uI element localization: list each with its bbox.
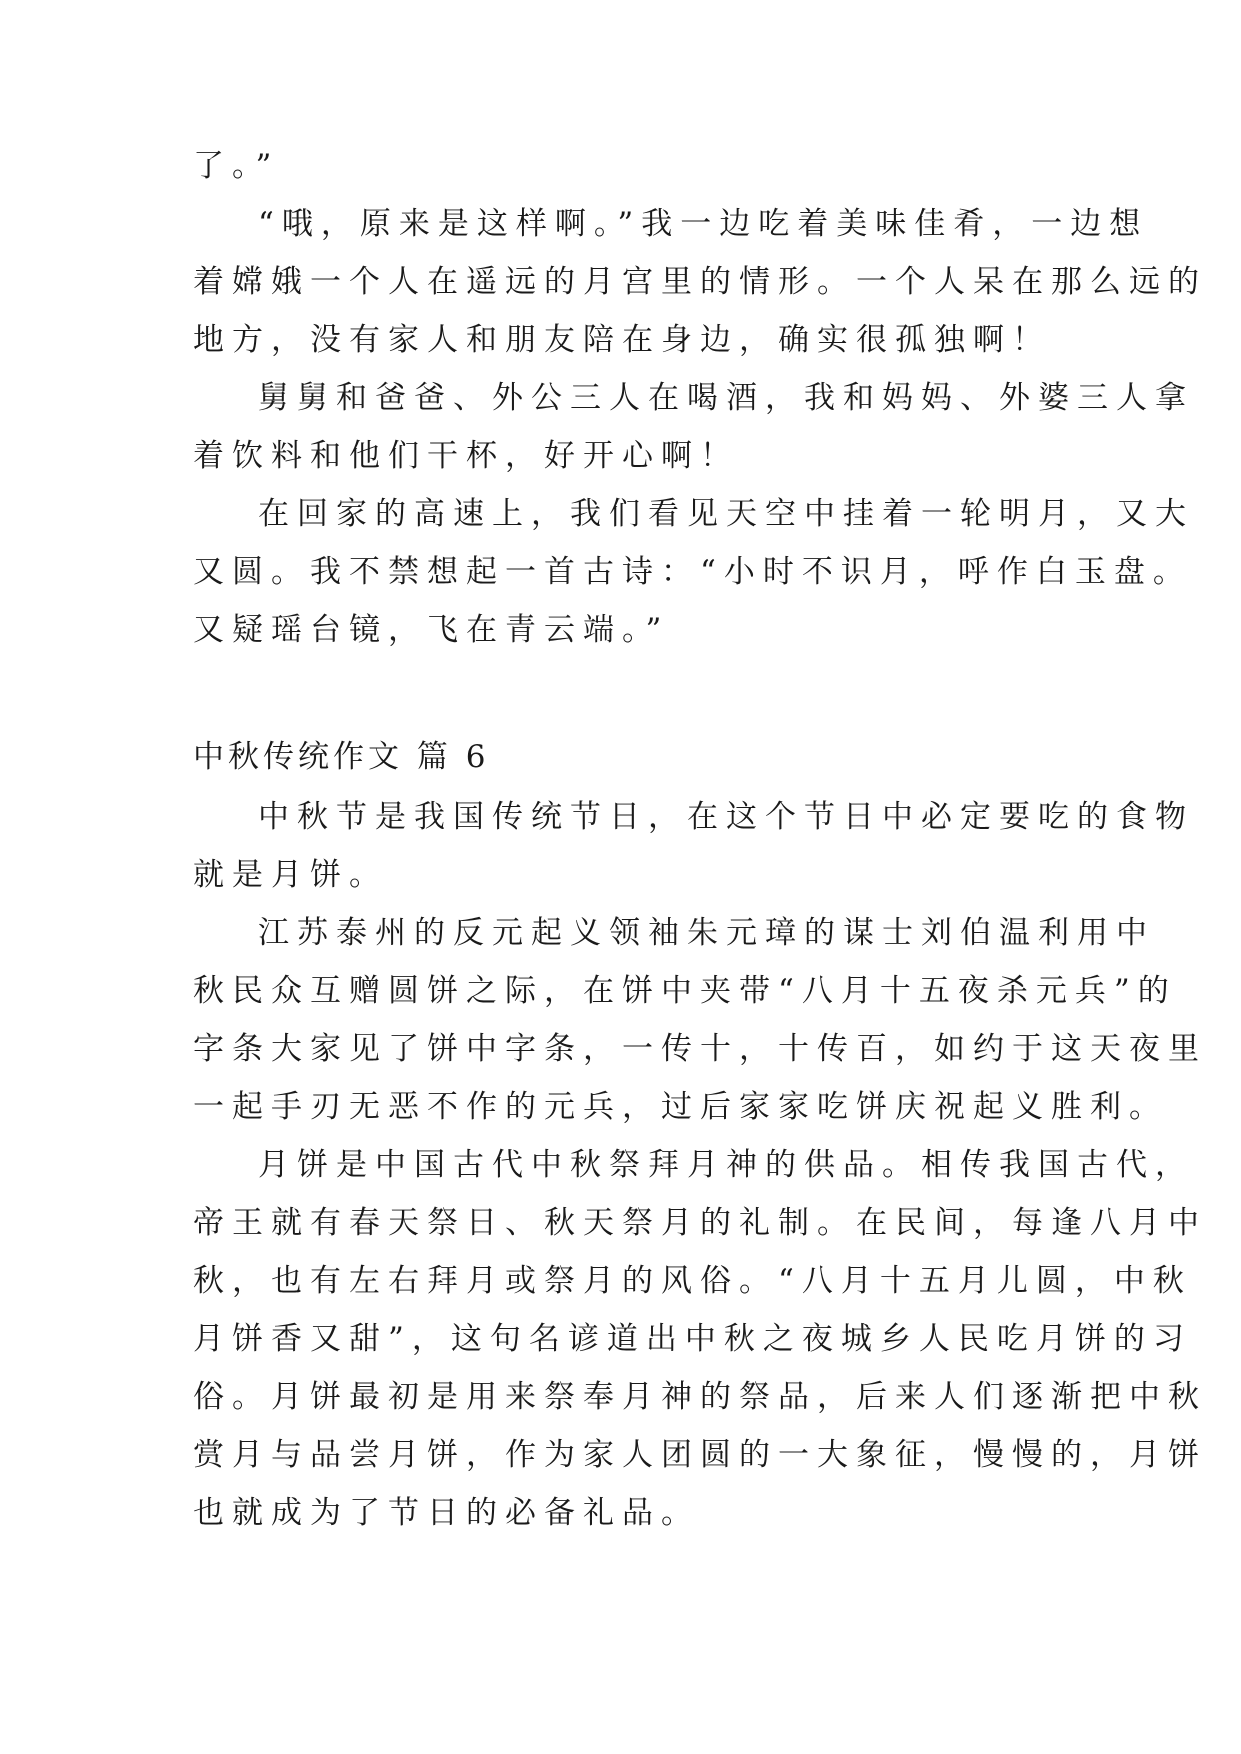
paragraph-line: 地方，没有家人和朋友陪在身边，确实很孤独啊！	[193, 322, 1051, 358]
paragraph-line: 江苏泰州的反元起义领袖朱元璋的谋士刘伯温利用中	[258, 915, 1155, 951]
paragraph-line: 就是月饼。	[193, 857, 388, 893]
paragraph-line: 也就成为了节日的必备礼品。	[193, 1495, 700, 1531]
paragraph-line: 舅舅和爸爸、外公三人在喝酒，我和妈妈、外婆三人拿	[258, 380, 1194, 416]
paragraph-line: 中秋节是我国传统节日，在这个节日中必定要吃的食物	[258, 799, 1194, 835]
paragraph-line: 了。”	[193, 148, 280, 184]
paragraph-line: 赏月与品尝月饼，作为家人团圆的一大象征，慢慢的，月饼	[193, 1437, 1207, 1473]
paragraph-line: 月饼是中国古代中秋祭拜月神的供品。相传我国古代，	[258, 1147, 1194, 1183]
paragraph-line: 字条大家见了饼中字条，一传十，十传百，如约于这天夜里	[193, 1031, 1207, 1067]
paragraph-line: 月饼香又甜”，这句名谚道出中秋之夜城乡人民吃月饼的习	[193, 1321, 1192, 1357]
paragraph-line: 一起手刃无恶不作的元兵，过后家家吃饼庆祝起义胜利。	[193, 1089, 1168, 1125]
section-heading: 中秋传统作文 篇 6	[193, 739, 490, 775]
paragraph-line: 秋，也有左右拜月或祭月的风俗。“八月十五月儿圆，中秋	[193, 1263, 1192, 1299]
paragraph-line: 又圆。我不禁想起一首古诗：“小时不识月，呼作白玉盘。	[193, 554, 1192, 590]
paragraph-line: 着饮料和他们干杯，好开心啊！	[193, 438, 739, 474]
paragraph-line: 在回家的高速上，我们看见天空中挂着一轮明月，又大	[258, 496, 1194, 532]
paragraph-line: 俗。月饼最初是用来祭奉月神的祭品，后来人们逐渐把中秋	[193, 1379, 1207, 1415]
paragraph-line: “哦，原来是这样啊。”我一边吃着美味佳肴，一边想	[258, 206, 1149, 242]
paragraph-line: 秋民众互赠圆饼之际，在饼中夹带“八月十五夜杀元兵”的	[193, 973, 1177, 1009]
paragraph-line: 着嫦娥一个人在遥远的月宫里的情形。一个人呆在那么远的	[193, 264, 1207, 300]
paragraph-line: 又疑瑶台镜，飞在青云端。”	[193, 612, 670, 648]
paragraph-line: 帝王就有春天祭日、秋天祭月的礼制。在民间，每逢八月中	[193, 1205, 1207, 1241]
